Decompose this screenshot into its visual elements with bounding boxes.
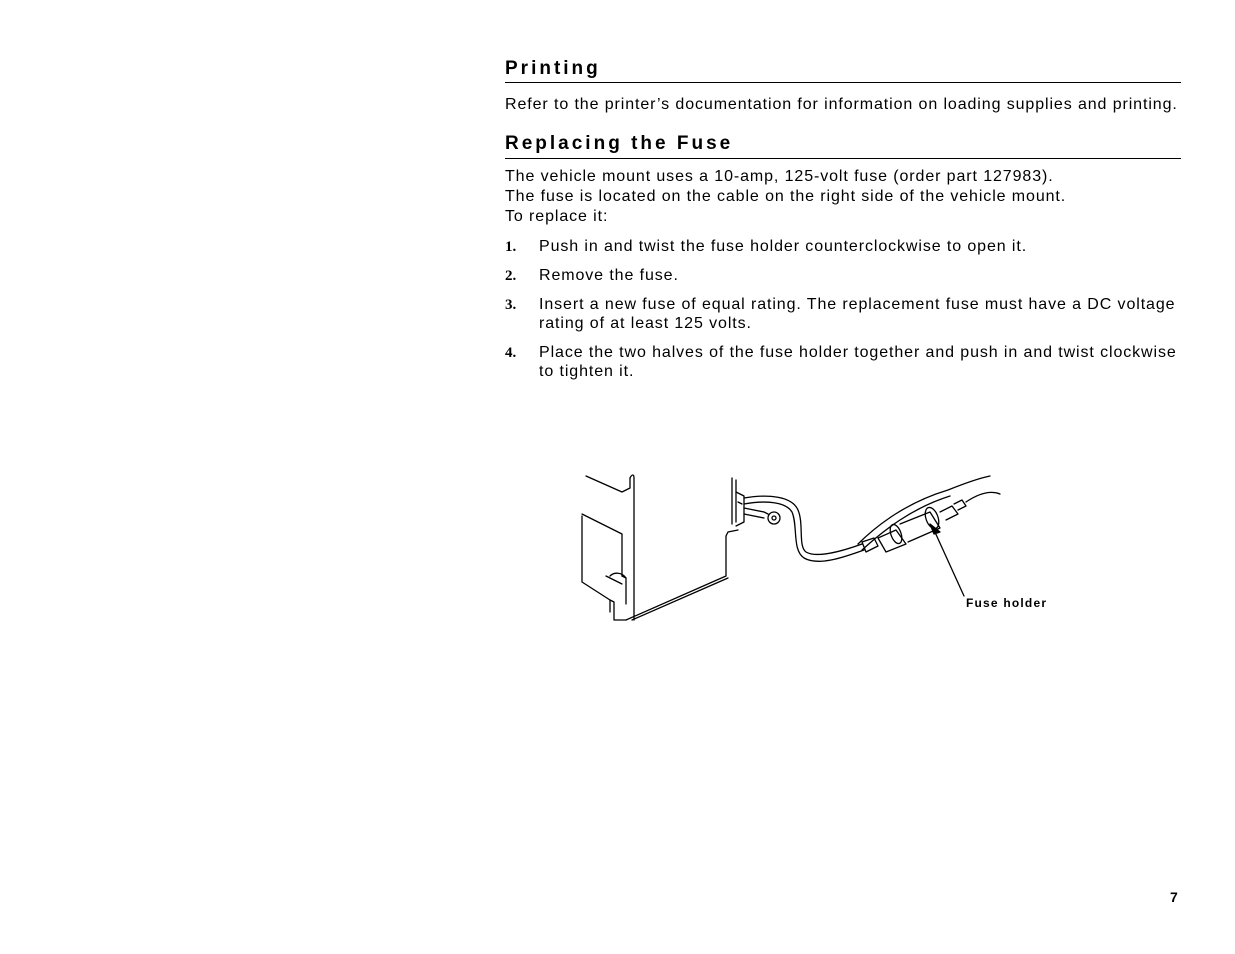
step-item [505,343,1181,381]
step-text: Remove the fuse. [539,267,679,284]
step-text: Push in and twist the fuse holder counterclockwise to open it. [539,238,1028,255]
fuse-holder-illustration [578,472,1058,624]
step-number: 3. [505,297,517,313]
step-number: 4. [505,345,517,361]
page-number: 7 [1170,889,1178,905]
fuse-intro-line: The fuse is located on the cable on the right side of the vehicle mount. [505,188,1067,205]
printing-paragraph: Refer to the printer’s documentation for information on loading supplies and printing. [505,96,1178,113]
step-item [505,237,1181,256]
step-item [505,266,1181,285]
step-number: 1. [505,239,517,255]
callout-arrow [930,524,964,596]
step-text: Place the two halves of the fuse holder together and push in and twist clockwise to tighten it. [539,344,1177,380]
page-content [505,58,1181,391]
fuse-intro-paragraph [505,167,1181,227]
section-title-replacing-fuse: Replacing the Fuse [505,133,1181,159]
ground-wire-shape [744,508,780,524]
fuse-intro-line: To replace it: [505,208,609,225]
fuse-holder-label: Fuse holder [966,596,1048,610]
fuse-steps-list [505,237,1181,381]
step-number: 2. [505,268,517,284]
step-text: Insert a new fuse of equal rating. The replacement fuse must have a DC voltage rating of at least 125 volts. [539,296,1176,332]
fuse-intro-line: The vehicle mount uses a 10-amp, 125-volt fuse (order part 127983). [505,168,1054,185]
vehicle-mount-shape [582,475,744,620]
step-item [505,295,1181,333]
section-title-printing: Printing [505,58,1181,83]
power-cable-shape [744,496,864,561]
